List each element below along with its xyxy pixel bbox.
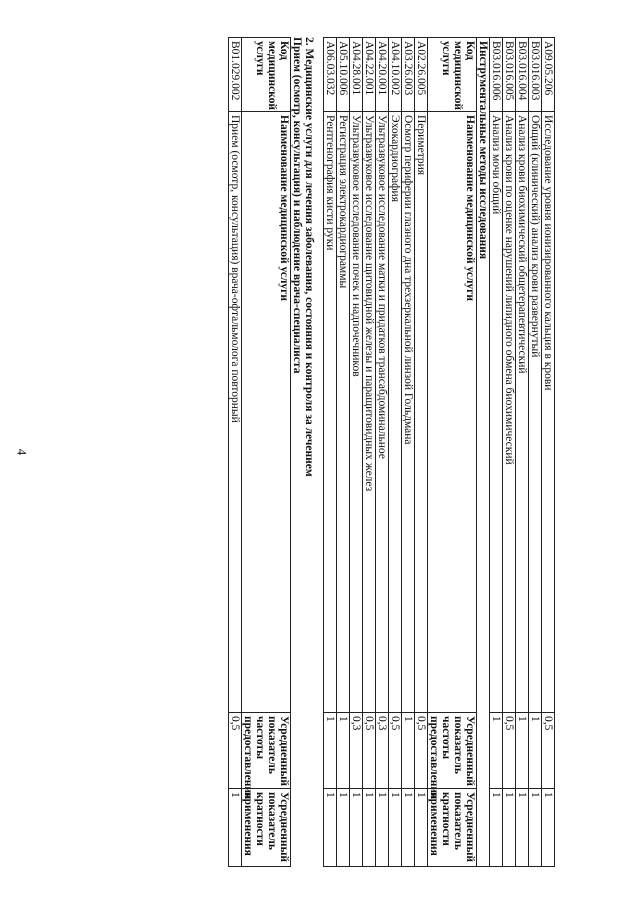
mult-cell: 1 xyxy=(542,789,555,867)
table-row xyxy=(350,38,363,867)
freq-cell: 0,5 xyxy=(503,713,516,789)
code-cell: A04.20.001 xyxy=(376,38,389,112)
table-row xyxy=(542,38,555,867)
table-row xyxy=(363,38,376,867)
code-cell: A06.03.032 xyxy=(324,38,337,112)
mult-cell: 1 xyxy=(324,789,337,867)
freq-cell: 0,3 xyxy=(376,713,389,789)
mult-cell: 1 xyxy=(529,789,542,867)
code-cell: A04.28.001 xyxy=(350,38,363,112)
code-cell: A03.26.003 xyxy=(402,38,415,112)
code-cell: B03.016.004 xyxy=(516,38,529,112)
name-cell: Эхокардиография xyxy=(389,112,402,713)
rotated-document xyxy=(85,37,555,867)
mult-cell: 1 xyxy=(490,789,503,867)
table-row xyxy=(415,38,428,867)
freq-cell: 0,5 xyxy=(389,713,402,789)
freq-cell: 0,5 xyxy=(363,713,376,789)
section2-subtitle: Прием (осмотр, консультация) и наблюдение врача-специалиста xyxy=(291,37,303,374)
consult-rows xyxy=(229,38,242,867)
code-cell: B01.029.002 xyxy=(229,38,242,112)
header-row xyxy=(428,38,477,867)
table-row xyxy=(389,38,402,867)
code-cell: A02.26.005 xyxy=(415,38,428,112)
header-mult-2: Усредненный показатель кратности применения xyxy=(242,789,291,867)
page-number: 4 xyxy=(14,448,30,456)
freq-cell: 0,5 xyxy=(542,713,555,789)
freq-cell: 1 xyxy=(516,713,529,789)
mult-cell: 1 xyxy=(350,789,363,867)
freq-cell: 1 xyxy=(324,713,337,789)
code-cell: A04.22.001 xyxy=(363,38,376,112)
name-cell: Общий (клинический) анализ крови развернутый xyxy=(529,112,542,713)
code-cell: A09.05.206 xyxy=(542,38,555,112)
table-row xyxy=(337,38,350,867)
freq-cell: 1 xyxy=(490,713,503,789)
table-row xyxy=(516,38,529,867)
name-cell: Прием (осмотр, консультация) врача-офтальмолога повторный xyxy=(229,112,242,713)
mult-cell: 1 xyxy=(363,789,376,867)
table-row xyxy=(402,38,415,867)
header-row-2 xyxy=(242,38,291,867)
header-name-2: Наименование медицинской услуги xyxy=(242,112,291,713)
code-cell: B03.016.006 xyxy=(490,38,503,112)
code-cell: B03.016.005 xyxy=(503,38,516,112)
instrumental-title: Инструментальные методы исследования xyxy=(477,38,490,867)
freq-cell: 0,5 xyxy=(229,713,242,789)
header-name: Наименование медицинской услуги xyxy=(428,112,477,713)
name-cell: Рентгенография кисти руки xyxy=(324,112,337,713)
mult-cell: 1 xyxy=(389,789,402,867)
mult-cell: 1 xyxy=(337,789,350,867)
section-row-instrumental xyxy=(477,38,490,867)
mult-cell: 1 xyxy=(376,789,389,867)
lab-rows xyxy=(490,38,555,867)
freq-cell: 0,3 xyxy=(350,713,363,789)
table-row xyxy=(376,38,389,867)
header-mult: Усредненный показатель кратности применения xyxy=(428,789,477,867)
mult-cell: 1 xyxy=(402,789,415,867)
header-freq-2: Усредненный показатель частоты предоставления xyxy=(242,713,291,789)
name-cell: Анализ крови биохимический общетерапевтический xyxy=(516,112,529,713)
freq-cell: 1 xyxy=(337,713,350,789)
name-cell: Анализ крови по оценке нарушений липидного обмена биохимический xyxy=(503,112,516,713)
consult-table xyxy=(228,37,291,867)
freq-cell: 0,5 xyxy=(415,713,428,789)
header-code: Код медицинской услуги xyxy=(428,38,477,112)
name-cell: Ультразвуковое исследование почек и надпочечников xyxy=(350,112,363,713)
name-cell: Исследование уровня ионизированного кальция в крови xyxy=(542,112,555,713)
name-cell: Регистрация электрокардиограммы xyxy=(337,112,350,713)
code-cell: A05.10.006 xyxy=(337,38,350,112)
table-row xyxy=(503,38,516,867)
name-cell: Осмотр периферии глазного дна трехзеркальной линзой Гольдмана xyxy=(402,112,415,713)
header-freq: Усредненный показатель частоты предоставления xyxy=(428,713,477,789)
table-row xyxy=(490,38,503,867)
table-row xyxy=(529,38,542,867)
freq-cell: 1 xyxy=(402,713,415,789)
mult-cell: 1 xyxy=(229,789,242,867)
name-cell: Ультразвуковое исследование матки и придатков трансабдоминальное xyxy=(376,112,389,713)
mult-cell: 1 xyxy=(516,789,529,867)
table-row xyxy=(229,38,242,867)
header-code-2: Код медицинской услуги xyxy=(242,38,291,112)
instrumental-rows xyxy=(324,38,428,867)
name-cell: Периметрия xyxy=(415,112,428,713)
freq-cell: 1 xyxy=(529,713,542,789)
mult-cell: 1 xyxy=(503,789,516,867)
section2-title: 2. Медицинские услуги для лечения заболевания, состояния и контроля за лечением xyxy=(303,37,315,477)
name-cell: Анализ мочи общий xyxy=(490,112,503,713)
code-cell: B03.016.003 xyxy=(529,38,542,112)
code-cell: A04.10.002 xyxy=(389,38,402,112)
mult-cell: 1 xyxy=(415,789,428,867)
name-cell: Ультразвуковое исследование щитовидной железы и паращитовидных желез xyxy=(363,112,376,713)
table-row xyxy=(324,38,337,867)
services-table xyxy=(323,37,555,867)
